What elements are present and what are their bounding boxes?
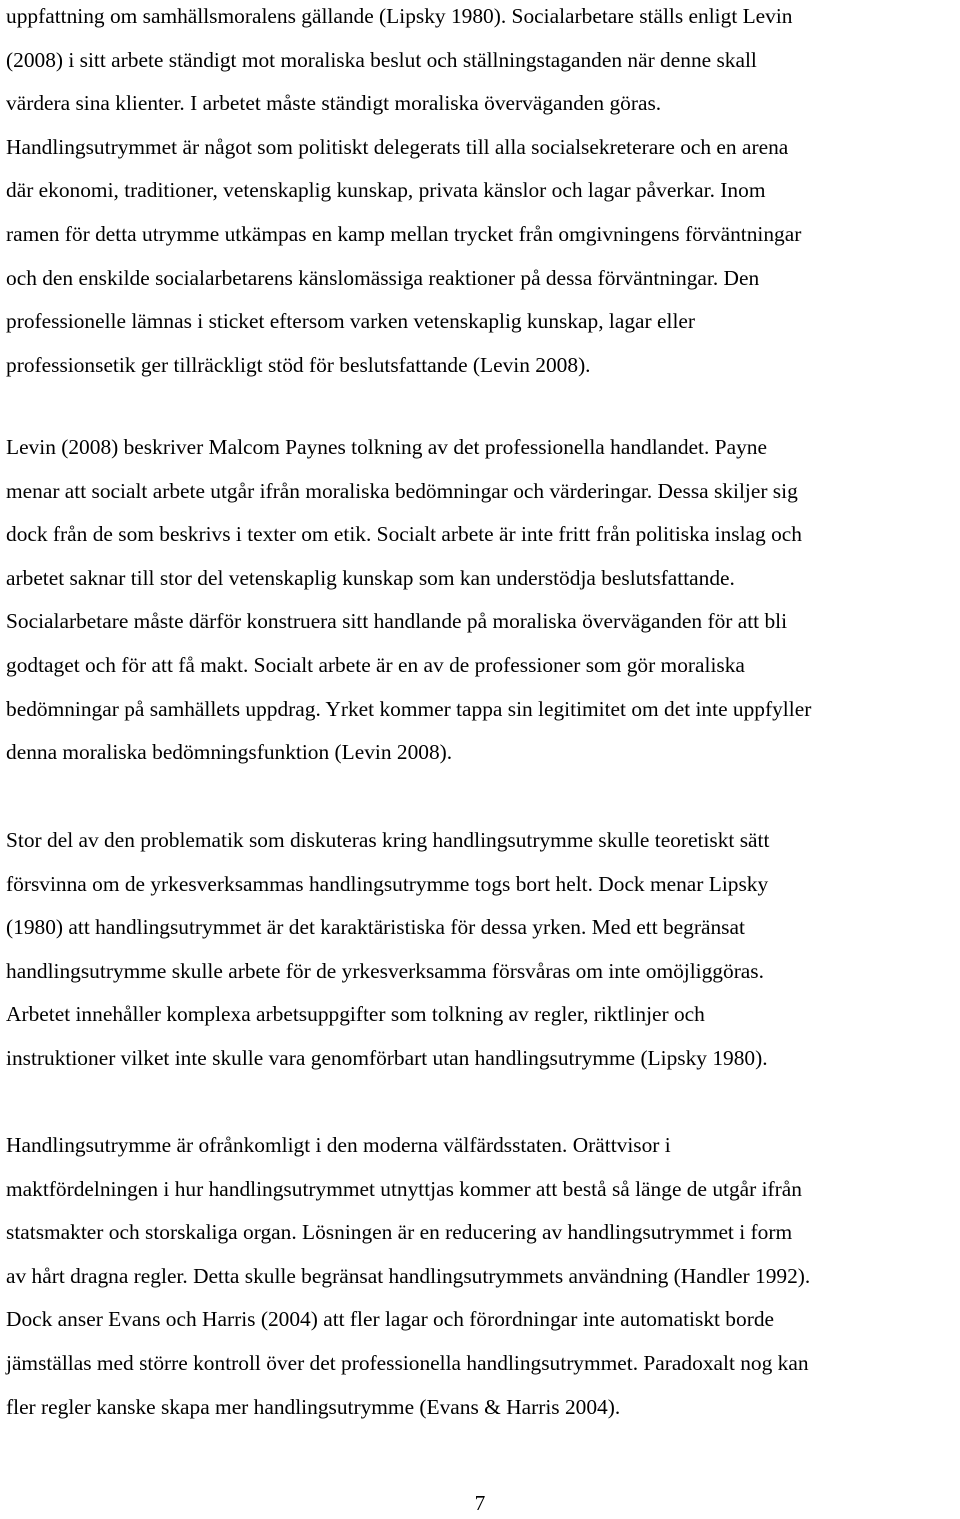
paragraph-2 (6, 426, 952, 775)
text-line: Handlingsutrymme är ofrånkomligt i den moderna välfärdsstaten. Orättvisor i (6, 1133, 671, 1157)
text-line: bedömningar på samhällets uppdrag. Yrket kommer tappa sin legitimitet om det inte uppfyller (6, 696, 812, 721)
text-line: professionsetik ger tillräckligt stöd för beslutsfattande (Levin 2008). (6, 352, 591, 377)
text-line: arbetet saknar till stor del vetenskaplig kunskap som kan understödja beslutsfattande. (6, 565, 735, 590)
text-line: professionelle lämnas i sticket eftersom varken vetenskaplig kunskap, lagar eller (6, 309, 696, 334)
paragraph-4 (6, 1124, 952, 1429)
page-number: 7 (474, 1491, 486, 1515)
paragraph-1 (6, 0, 952, 387)
text-line: dock från de som beskrivs i texter om etik. Socialt arbete är inte fritt från politiska inslag och (6, 522, 802, 547)
text-line: av hårt dragna regler. Detta skulle begränsat handlingsutrymmets användning (Handler 1992). (6, 1263, 811, 1288)
text-line: handlingsutrymme skulle arbete för de yrkesverksamma försvåras om inte omöjliggöras. (6, 958, 764, 983)
text-line: försvinna om de yrkesverksammas handlingsutrymme togs bort helt. Dock menar Lipsky (6, 871, 769, 896)
text-line: (1980) att handlingsutrymmet är det karaktäristiska för dessa yrken. Med ett begränsat (6, 915, 745, 940)
text-line: ramen för detta utrymme utkämpas en kamp mellan trycket från omgivningens förväntningar (6, 221, 802, 246)
text-line: statsmakter och storskaliga organ. Lösningen är en reducering av handlingsutrymmet i form (6, 1220, 793, 1245)
text-line: denna moraliska bedömningsfunktion (Levin 2008). (6, 740, 453, 765)
text-line: (2008) i sitt arbete ständigt mot moraliska beslut och ställningstaganden när denne skall (6, 47, 757, 72)
text-line: och den enskilde socialarbetarens känslomässiga reaktioner på dessa förväntningar. Den (6, 265, 760, 290)
text-line: Arbetet innehåller komplexa arbetsuppgifter som tolkning av regler, riktlinjer och (6, 1002, 705, 1027)
text-line: Stor del av den problematik som diskuteras kring handlingsutrymme skulle teoretiskt sätt (6, 828, 770, 852)
text-line: maktfördelningen i hur handlingsutrymmet utnyttjas kommer att bestå så länge de utgår ifrån (6, 1176, 802, 1201)
text-line: värdera sina klienter. I arbetet måste ständigt moraliska överväganden göras. (6, 91, 662, 116)
text-line: Levin (2008) beskriver Malcom Paynes tolkning av det professionella handlandet. Payne (6, 435, 767, 459)
text-line: Socialarbetare måste därför konstruera sitt handlande på moraliska överväganden för att bli (6, 609, 788, 634)
text-line: fler regler kanske skapa mer handlingsutrymme (Evans & Harris 2004). (6, 1394, 621, 1419)
text-line: menar att socialt arbete utgår ifrån moraliska bedömningar och värderingar. Dessa skiljer sig (6, 478, 798, 503)
text-line: jämställas med större kontroll över det professionella handlingsutrymmet. Paradoxalt nog kan (6, 1350, 809, 1375)
paragraph-3 (6, 819, 952, 1081)
text-line: Dock anser Evans och Harris (2004) att fler lagar och förordningar inte automatiskt borde (6, 1307, 775, 1332)
text-line: godtaget och för att få makt. Socialt arbete är en av de professioner som gör moraliska (6, 652, 745, 677)
text-line: där ekonomi, traditioner, vetenskaplig kunskap, privata känslor och lagar påverkar. Inom (6, 178, 766, 203)
text-line: uppfattning om samhällsmoralens gällande (Lipsky 1980). Socialarbetare ställs enligt Levin (6, 4, 793, 28)
text-line: instruktioner vilket inte skulle vara genomförbart utan handlingsutrymme (Lipsky 1980). (6, 1045, 768, 1070)
text-line: Handlingsutrymmet är något som politiskt delegerats till alla socialsekreterare och en arena (6, 134, 789, 159)
